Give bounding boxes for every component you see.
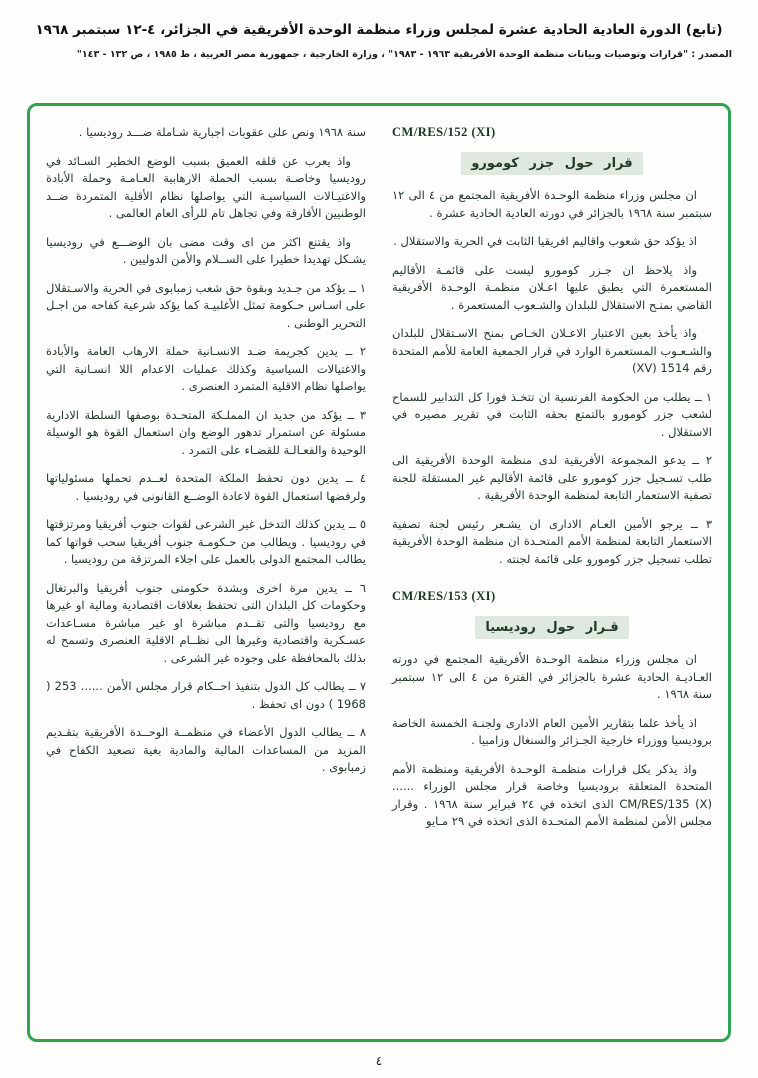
resolution-title-152: قرار حول جزر كومورو: [461, 152, 642, 176]
paragraph: ٣ ــ يؤكد من جديد ان المملـكة المتحـدة بوصفها السلطة الادارية مسئولة عن استمرار تدهور الوضع وان استعمال القوة هو الوسيلة الوحيدة والفعـالـة للقضـاء على التمرد .: [46, 407, 366, 457]
paragraph: ٦ ــ يدين مرة اخرى وبشدة حكومتى جنوب أفريقيا والبرتغال وحكومات كل البلدان التى تحتفظ بعلاقات اقتصادية ومالية او غيرها مع روديسيا والتى تقــدم مباشرة او غير مباشرة مسـاعدات عسـكرية واقتصادية وغيرها الى نظــام الاقلية العنصرى وتسمح له بذلك بالمحافظة على وجوده غير الشرعى .: [46, 580, 366, 665]
resolution-code-152: CM/RES/152 (XI): [392, 125, 496, 139]
paragraph: ٨ ــ يطالب الدول الأعضاء في منظمــة الوحــدة الأفريقية بتقـديم المزيد من المساعدات المالية والمادية بغية تصعيد الكفاح في زمبابوى .: [46, 725, 366, 774]
paragraph: ان مجلس وزراء منظمة الوحـدة الأفريقية المجتمع في دورته العـاديـة الحادية عشرة بالجزائر في الفترة من ٤ الى ١٢ سبتمبر سنة ١٩٦٨ .: [392, 652, 712, 701]
paragraph: ان مجلس وزراء منظمة الوحـدة الأفريقية المجتمع من ٤ الى ١٢ سبتمبر سنة ١٩٦٨ بالجزائر في دورته العادية الحادية عشرة .: [392, 188, 712, 220]
paragraph: ٣ ــ يرجو الأمين العـام الادارى ان يشـعر رئيس لجنة تصفية الاستعمار التابعة لمنظمة الأمم المتحـدة ان منظمة الوحدة الأفريقية تطلب تسجيل جزر كومورو على قائمة لجنته .: [392, 516, 712, 566]
green-frame: [27, 103, 731, 1042]
header-title: (تابع) الدورة العادية الحادية عشرة لمجلس وزراء منظمة الوحدة الأفريقية في الجزائر، ٤-١٢ سبتمبر ١٩٦٨: [35, 22, 723, 38]
paragraph: سنة ١٩٦٨ ونص على عقوبات اجبارية شـاملة ضـــد روديسيا .: [78, 125, 366, 139]
header-source-line: المصدر : "قرارات وتوصيات وبيانات منظمة الوحدة الأفريقية ١٩٦٣ - ١٩٨٣" ، وزارة الخارجية ، جمهورية مصر العربية ، ط ١٩٨٥ ، ص ١٣٢ - ١٤٣": [76, 49, 732, 60]
paragraph: ١ ــ يطلب من الحكومة الفرنسية ان تتخـذ فورا كل التدابير للسماح لشعب جزر كومورو بالتمتع بحقه الثابت في تقرير مصيره في الاستقلال .: [392, 389, 712, 439]
paragraph: واذ يقتنع اكثر من اى وقت مضى بان الوضـــع في روديسيا يشـكل تهديدا خطيرا على الســلام والأمن الدوليين .: [46, 234, 366, 266]
text-columns: [46, 124, 712, 1021]
paragraph: ٧ ــ يطالب كل الدول بتنفيذ احــكام قرار مجلس الأمن ...... 253 ( 1968 ) دون اى تحفظ .: [46, 679, 366, 711]
resolution-code-153: CM/RES/153 (XI): [392, 589, 496, 603]
paragraph: واذ يذكر بكل قرارات منظمـة الوحـدة الأفريقية ومنظمة الأمم المتحدة المتعلقة بروديسيا وخاصة قرار مجلس الوزراء ...... CM/RES/135 (X) الذى اتخذه في ٢٤ فبراير سنة ١٩٦٨ . وقرار مجلس الأمن لمنظمة الأمم المتحـدة الذى اتخذه في ٢٩ مـايو: [392, 761, 713, 828]
paragraph: ٢ ــ يدين كجريمة ضـد الانسـانية حملة الارهاب العامة والأبادة والاغتيالات السياسية وكذلك عمليات الاعدام اللا انسـانية التي يواصلها نظام الاقلية المتمرد العنصرى .: [46, 344, 366, 393]
paragraph: ٤ ــ يدين دون تحفظ الملكة المتحدة لعــدم تحملها مسئولياتها ولرفضها استعمال القوة لاعادة الوضــع القانونى في روديسيا .: [46, 471, 366, 503]
paragraph: واذ يعرب عن قلقه العميق بسبب الوضع الخطير السـائد في روديسيا وخاصـة بسبب الحملة الارهابية العـامـة وحملة الأبادة والاغتيـالات السياسيـة التي يواصلها نظام الأقلية المتمردة ضــد الوطنيين الأفارقة وفي تجاهل تام للرأى العام العالمى .: [46, 153, 366, 220]
page-number: ٤: [375, 1054, 383, 1068]
resolution-title-153: قـرار حول روديسيا: [475, 616, 628, 640]
paragraph: ٥ ــ يدين كذلك التدخل غير الشرعى لقوات جنوب أفريقيا ومرتزقتها في روديسيا . ويطالب من حـكومـة جنوب أفريقيا سحب قواتها كما يطالب المجتمع الدولى بالعمل على اجلاء المرتزقة من روديسيا .: [46, 517, 366, 566]
paragraph: اذ يؤكد حق شعوب واقاليم افريقيا الثابت في الحرية والاستقلال .: [393, 234, 697, 248]
paragraph: اذ يأخذ علما بتقارير الأمين العام الادارى ولجنـة الخمسة الخاصة بروديسيا ووزراء خارجية الجـزائر والسنغال وزامبيا .: [392, 715, 712, 747]
paragraph: واذ يلاحظ ان جـزر كومورو ليست على قائمـة الأقاليم المستعمرة التي يطبق عليها اعـلان منظمـة الوحـدة الأفريقية القاضي بمنـح الاستقلال للبلدان والشـعوب المستعمرة .: [392, 262, 712, 312]
paragraph: ٢ ــ يدعو المجموعة الأفريقية لدى منظمة الوحدة الأفريقية الى طلب تسـجيل جزر كومورو على قائمة الأقاليم غير المستقلة للجنة تصفية الاستعمار التابعة لمنظمة الوحدة الأفريقية .: [392, 453, 712, 502]
column-left: [46, 124, 366, 1021]
column-right: [392, 124, 712, 1021]
page-header: [0, 0, 758, 60]
paragraph: ١ ــ يؤكد من جـديد وبقوة حق شعب زمبابوى في الحرية والاسـتقلال على اسـاس حـكومة تمثل الأغلبيـة كما يؤكد شرعية كفاحه من اجـل التحرير الوطنى .: [46, 280, 366, 330]
paragraph: واذ يأخذ بعين الاعتبار الاعـلان الخـاص بمنح الاسـتقلال للبلدان والشـعـوب المستعمرة الوارد في قرار الجمعية العامة للأمم المتحدة رقم 1514 (XV): [392, 326, 712, 375]
